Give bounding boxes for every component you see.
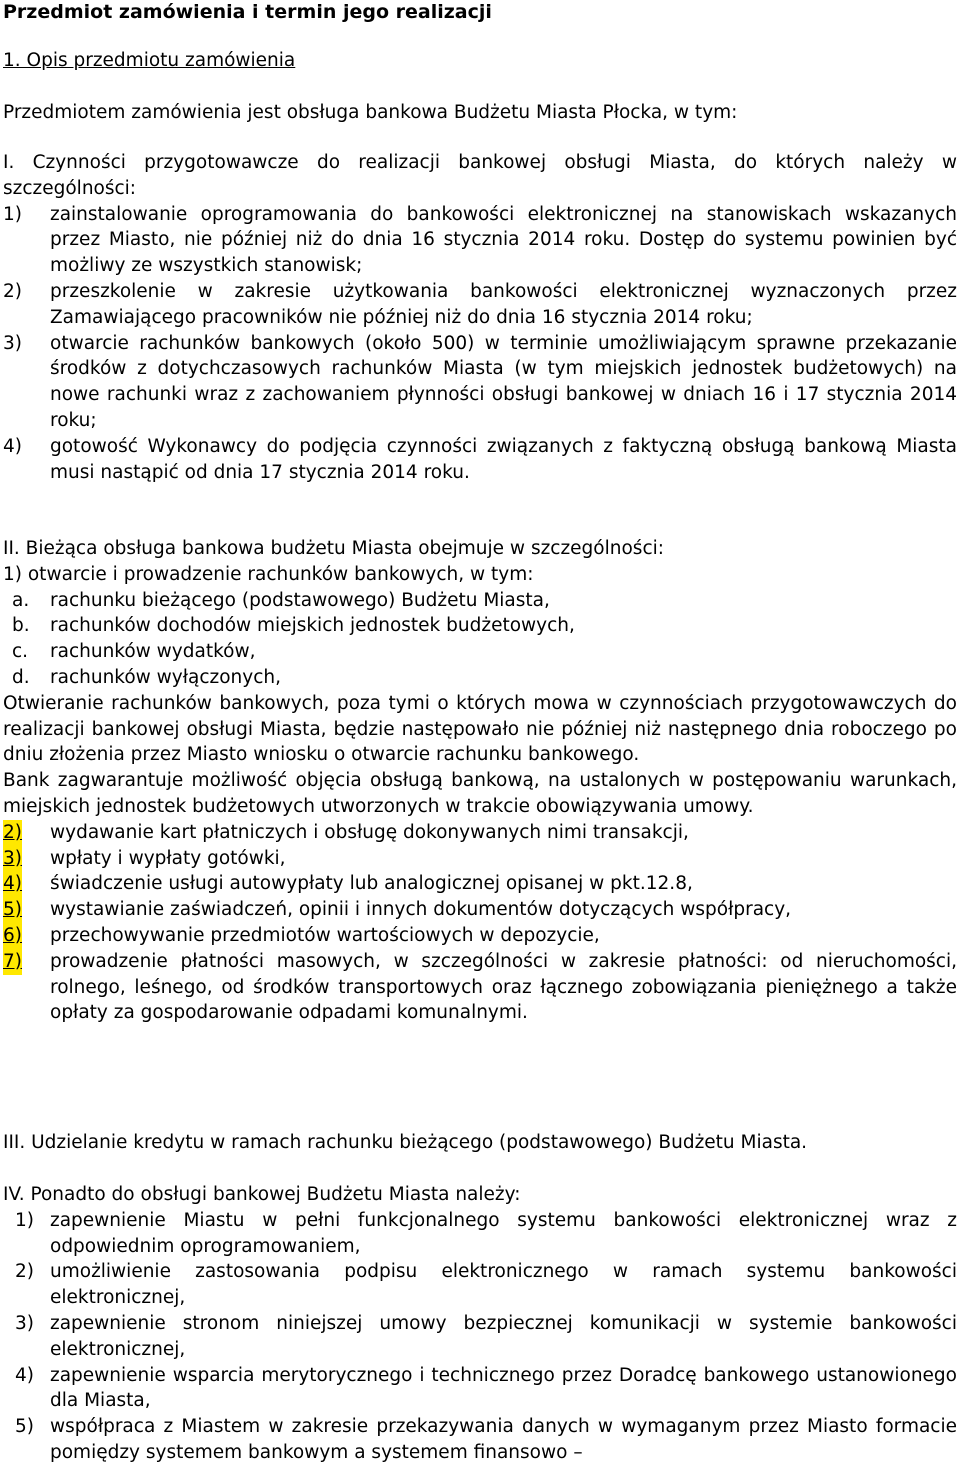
list-item [3, 923, 957, 949]
item-text: współpraca z Miastem w zakresie przekazywania danych w wymaganym przez Miasto formacie pomiędzy systemem bankowym a systemem finansowo – [50, 1416, 957, 1463]
item-number: 2) [3, 280, 22, 302]
item-text: przeszkolenie w zakresie użytkowania bankowości elektronicznej wyznaczonych przez Zamawiającego pracowników nie później niż do dnia 16 stycznia 2014 roku; [50, 280, 957, 328]
part-3-lead: III. Udzielanie kredytu w ramach rachunku bieżącego (podstawowego) Budżetu Miasta. [3, 1132, 808, 1153]
item-number: 3) [3, 332, 22, 354]
item-number: 4) [3, 435, 22, 457]
part-4 [3, 1182, 957, 1466]
paragraph: Otwieranie rachunków bankowych, poza tymi o których mowa w czynnościach przygotowawczych do realizacji bankowej obsługi Miasta, będzie następowało nie później niż następnego dnia roboczego po dniu złożenia przez Miasto wniosku o otwarcie rachunku bankowego. [3, 692, 957, 766]
part-1-lead: I. Czynności przygotowawcze do realizacji bankowej obsługi Miasta, do których należy w szczególności: [3, 152, 957, 199]
part-2 [3, 536, 957, 1026]
letter-item [3, 613, 957, 639]
item-text: gotowość Wykonawcy do podjęcia czynności związanych z faktyczną obsługą bankową Miasta musi nastąpić od dnia 17 stycznia 2014 roku. [50, 435, 957, 483]
item-number: 1) [3, 203, 22, 225]
list-item [3, 897, 957, 923]
item-number: 4) [15, 1364, 34, 1386]
item-text: zainstalowanie oprogramowania do bankowości elektronicznej na stanowiskach wskazanych przez Miasto, nie później niż do dnia 16 stycznia 2014 roku. Dostęp do systemu powinien być możliwy ze wszystkich stanowisk; [50, 203, 957, 277]
list-item [3, 331, 957, 434]
part-1 [3, 150, 957, 485]
list-item [3, 949, 957, 1026]
letter: b. [12, 615, 30, 637]
letter-item [3, 639, 957, 665]
list-item [3, 871, 957, 897]
item-number: 3) [15, 1312, 34, 1334]
document-title: Przedmiot zamówienia i termin jego realizacji [3, 1, 492, 23]
list-item [3, 1208, 957, 1260]
item-text: wpłaty i wypłaty gotówki, [50, 847, 286, 869]
list-item [3, 1259, 957, 1311]
item-number-highlighted: 4) [3, 871, 22, 897]
letter: a. [12, 589, 30, 611]
item-number: 5) [15, 1416, 34, 1438]
part-2-lead: II. Bieżąca obsługa bankowa budżetu Miasta obejmuje w szczególności: [3, 538, 664, 559]
section-heading: 1. Opis przedmiotu zamówienia [3, 50, 296, 71]
item-text: zapewnienie Miastu w pełni funkcjonalnego systemu bankowości elektronicznej wraz z odpowiednim oprogramowaniem, [50, 1209, 957, 1257]
list-item [3, 846, 957, 872]
list-item [3, 1363, 957, 1415]
list-item [3, 1311, 957, 1363]
letter-text: rachunków wyłączonych, [50, 666, 281, 688]
letter-text: rachunków wydatków, [50, 641, 256, 663]
item-number-highlighted: 7) [3, 949, 22, 975]
item-number: 1) [15, 1209, 34, 1231]
item-number-highlighted: 3) [3, 846, 22, 872]
letter-item [3, 588, 957, 614]
letter-text: rachunku bieżącego (podstawowego) Budżetu Miasta, [50, 589, 550, 611]
item-text: przechowywanie przedmiotów wartościowych w depozycie, [50, 924, 600, 946]
item-text: prowadzenie płatności masowych, w szczególności w zakresie płatności: od nieruchomości, rolnego, leśnego, od środków transportowych oraz łącznego zobowiązania pieniężnego a także opłaty za gospodarowanie odpadami komunalnymi. [50, 950, 957, 1024]
list-item [3, 279, 957, 331]
letter-text: rachunków dochodów miejskich jednostek budżetowych, [50, 615, 575, 637]
item-number: 2) [15, 1261, 34, 1283]
part-3 [3, 1130, 957, 1156]
list-item [3, 1414, 957, 1466]
item-text: świadczenie usługi autowypłaty lub analogicznej opisanej w pkt.12.8, [50, 873, 693, 895]
item-text: wystawianie zaświadczeń, opinii i innych dokumentów dotyczących współpracy, [50, 899, 792, 921]
item-text: zapewnienie stronom niniejszej umowy bezpiecznej komunikacji w systemie bankowości elektronicznej, [50, 1312, 957, 1360]
item-text: wydawanie kart płatniczych i obsługę dokonywanych nimi transakcji, [50, 821, 689, 843]
list-item [3, 202, 957, 279]
item-text: umożliwienie zastosowania podpisu elektronicznego w ramach systemu bankowości elektronicznej, [50, 1261, 957, 1309]
letter-item [3, 665, 957, 691]
item-number-highlighted: 6) [3, 923, 22, 949]
paragraph: Bank zagwarantuje możliwość objęcia obsługą bankową, na ustalonych w postępowaniu warunkach, miejskich jednostek budżetowych utworzonych w trakcie obowiązywania umowy. [3, 770, 957, 817]
item-number-highlighted: 5) [3, 897, 22, 923]
list-item [3, 820, 957, 846]
part-2-sub-lead: 1) otwarcie i prowadzenie rachunków bankowych, w tym: [3, 563, 534, 585]
part-4-lead: IV. Ponadto do obsługi bankowej Budżetu Miasta należy: [3, 1184, 521, 1205]
item-text: otwarcie rachunków bankowych (około 500) w terminie umożliwiającym sprawne przekazanie środków z dotychczasowych rachunków Miasta (w tym miejskich jednostek budżetowych) na nowe rachunki wraz z zachowaniem płynności obsługi bankowej w dniach 16 i 17 stycznia 2014 roku; [50, 332, 957, 431]
list-item [3, 434, 957, 486]
letter: d. [12, 666, 30, 688]
item-text: zapewnienie wsparcia merytorycznego i technicznego przez Doradcę bankowego ustanowionego dla Miasta, [50, 1364, 957, 1412]
letter: c. [12, 641, 29, 663]
item-number-highlighted: 2) [3, 820, 22, 846]
intro-text: Przedmiotem zamówienia jest obsługa bankowa Budżetu Miasta Płocka, w tym: [3, 102, 738, 123]
